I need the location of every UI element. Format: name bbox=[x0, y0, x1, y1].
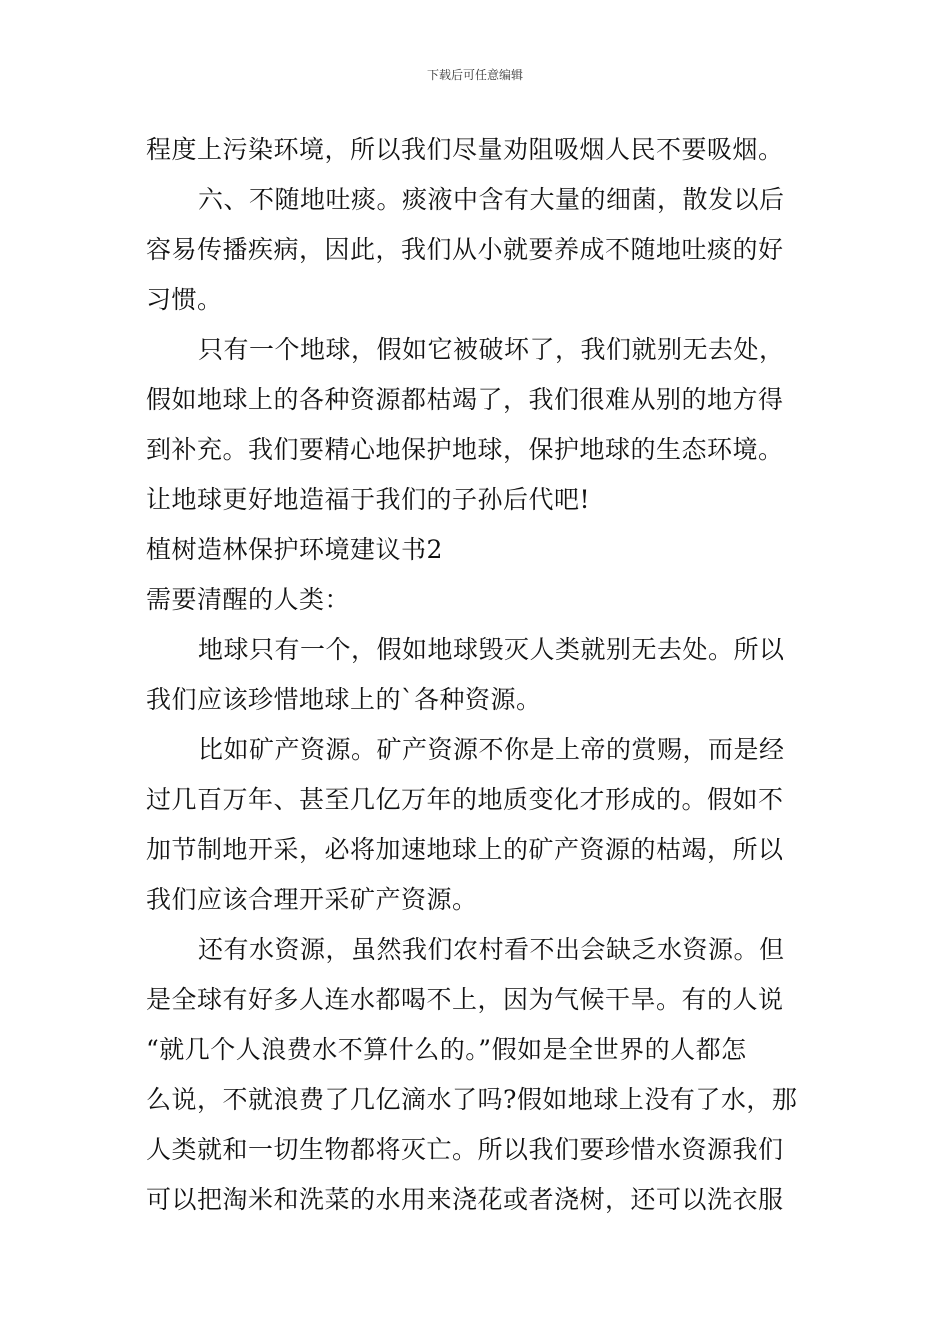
text-line: 过几百万年、甚至几亿万年的地质变化才形成的。假如不 bbox=[146, 785, 784, 814]
text-line: 习惯。 bbox=[146, 285, 223, 314]
text-line: “就几个人浪费水不算什么的。”假如是全世界的人都怎 bbox=[146, 1035, 747, 1064]
text-line: 加节制地开采，必将加速地球上的矿产资源的枯竭，所以 bbox=[146, 835, 784, 864]
text-line: 么说，不就浪费了几亿滴水了吗?假如地球上没有了水，那 bbox=[146, 1085, 798, 1114]
text-line: 我们应该珍惜地球上的`各种资源。 bbox=[146, 685, 542, 714]
text-line: 我们应该合理开采矿产资源。 bbox=[146, 885, 478, 914]
section-title: 植树造林保护环境建议书2 bbox=[146, 535, 443, 564]
salutation: 需要清醒的人类： bbox=[146, 585, 351, 614]
document-body bbox=[146, 125, 806, 1225]
text-line: 六、不随地吐痰。痰液中含有大量的细菌，散发以后 bbox=[198, 185, 785, 214]
text-line: 容易传播疾病，因此，我们从小就要养成不随地吐痰的好 bbox=[146, 235, 784, 264]
text-line: 程度上污染环境，所以我们尽量劝阻吸烟人民不要吸烟。 bbox=[146, 135, 784, 164]
text-line: 地球只有一个，假如地球毁灭人类就别无去处。所以 bbox=[198, 635, 785, 664]
text-line: 可以把淘米和洗菜的水用来浇花或者浇树，还可以洗衣服 bbox=[146, 1185, 784, 1214]
text-line: 让地球更好地造福于我们的子孙后代吧! bbox=[146, 485, 591, 514]
text-line: 是全球有好多人连水都喝不上，因为气候干旱。有的人说 bbox=[146, 985, 784, 1014]
page-header: 下载后可任意编辑 bbox=[426, 68, 523, 82]
text-line: 比如矿产资源。矿产资源不你是上帝的赏赐，而是经 bbox=[198, 735, 785, 764]
text-line: 到补充。我们要精心地保护地球，保护地球的生态环境。 bbox=[146, 435, 784, 464]
text-line: 假如地球上的各种资源都枯竭了，我们很难从别的地方得 bbox=[146, 385, 784, 414]
text-line: 人类就和一切生物都将灭亡。所以我们要珍惜水资源我们 bbox=[146, 1135, 784, 1164]
text-line: 还有水资源，虽然我们农村看不出会缺乏水资源。但 bbox=[198, 935, 785, 964]
text-line: 只有一个地球，假如它被破坏了，我们就别无去处， bbox=[198, 335, 785, 364]
